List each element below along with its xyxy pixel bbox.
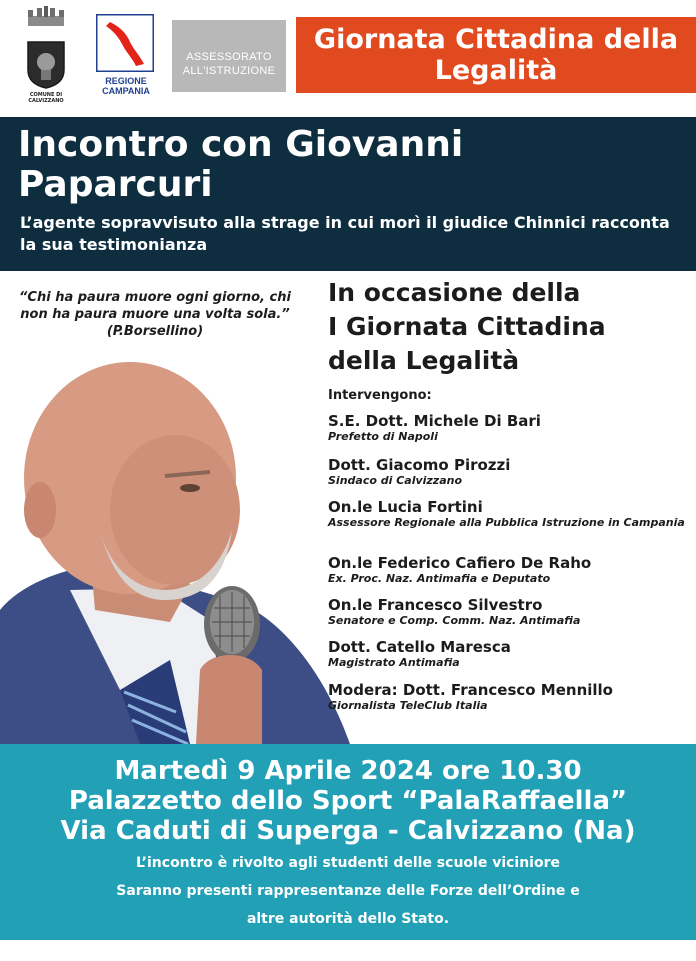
speaker-name: Dott. Catello Maresca (328, 638, 511, 656)
regione-campania-logo-icon (96, 14, 154, 72)
event-address: Via Caduti di Superga - Calvizzano (Na) (60, 816, 636, 846)
speaker-item (328, 597, 690, 627)
speaker-role: Giornalista TeleClub Italia (328, 699, 488, 712)
speaker-item (328, 555, 690, 585)
speaker-name: On.le Lucia Fortini (328, 498, 483, 516)
event-note-3: altre autorità dello Stato. (246, 911, 450, 927)
speaker-role: Senatore e Comp. Comm. Naz. Antimafia (328, 614, 581, 627)
speaker-item (328, 413, 690, 443)
speaker-item (328, 639, 690, 669)
page-title: Incontro con Giovanni Paparcuri (18, 124, 464, 205)
event-datetime: Martedì 9 Aprile 2024 ore 10.30 (114, 756, 582, 786)
regione-campania-logo (86, 12, 166, 96)
speaker-role: Sindaco di Calvizzano (328, 474, 463, 487)
occasion-heading (328, 276, 688, 378)
banner-title: Giornata Cittadina della Legalità (313, 24, 679, 86)
speaker-portrait (0, 360, 350, 744)
page-subtitle: L’agente sopravvisuto alla strage in cui morì il giudice Chinnici racconta la sua testimonianza (20, 213, 670, 254)
municipal-crest-icon (26, 40, 66, 90)
speaker-name: On.le Federico Cafiero De Raho (328, 554, 592, 572)
speaker-role: Assessore Regionale alla Pubblica Istruzione in Campania (328, 516, 685, 529)
event-venue: Palazzetto dello Sport “PalaRaffaella” (68, 786, 628, 816)
occasion-line-1: In occasione della (328, 278, 581, 307)
speakers-intro: Intervengono: (328, 388, 432, 403)
regione-label: REGIONE CAMPANIA (102, 76, 150, 96)
borsellino-quote: “Chi ha paura muore ogni giorno, chi non ha paura muore una volta sola.” (P.Borsellino) (19, 290, 291, 339)
speaker-name: S.E. Dott. Michele Di Bari (328, 412, 541, 430)
assessorato-label: ASSESSORATO ALL'ISTRUZIONE (182, 51, 276, 77)
speaker-item (328, 682, 690, 712)
occasion-line-2: I Giornata Cittadina (328, 312, 606, 341)
speaker-role: Magistrato Antimafia (328, 656, 460, 669)
speaker-name: Modera: Dott. Francesco Mennillo (328, 681, 613, 699)
crown-icon (24, 6, 68, 28)
event-details-band (0, 744, 696, 940)
speaker-item (328, 499, 690, 529)
comune-logo (16, 6, 76, 106)
title-band (0, 117, 696, 271)
event-banner (296, 17, 696, 93)
occasion-line-3: della Legalità (328, 346, 520, 375)
speaker-item (328, 457, 690, 487)
assessorato-logo (172, 20, 286, 92)
event-note-2: Saranno presenti rappresentanze delle Forze dell’Ordine e (116, 883, 580, 899)
speaker-name: Dott. Giacomo Pirozzi (328, 456, 511, 474)
speaker-role: Prefetto di Napoli (328, 430, 438, 443)
comune-label: COMUNE DI CALVIZZANO (28, 92, 64, 104)
speaker-name: On.le Francesco Silvestro (328, 596, 543, 614)
speaker-role: Ex. Proc. Naz. Antimafia e Deputato (328, 572, 551, 585)
event-note-1: L’incontro è rivolto agli studenti delle scuole viciniore (135, 855, 560, 871)
